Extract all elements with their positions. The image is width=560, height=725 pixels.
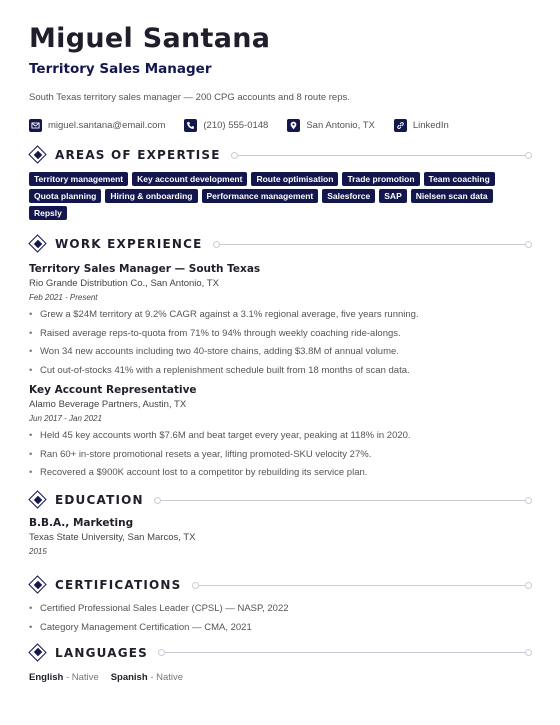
diamond-icon xyxy=(29,146,47,164)
contact-bar xyxy=(29,118,532,132)
section-header xyxy=(29,576,532,594)
candidate-name: Miguel Santana xyxy=(29,23,271,54)
education-section xyxy=(29,491,532,557)
contact-linkedin[interactable] xyxy=(394,119,449,132)
expertise-section xyxy=(29,146,532,223)
job-role: Key Account Representative xyxy=(29,384,197,396)
contact-text: LinkedIn xyxy=(412,119,449,131)
link-icon xyxy=(394,119,407,132)
certifications-section xyxy=(29,576,532,634)
language-name: Spanish xyxy=(110,671,148,683)
section-header xyxy=(29,491,532,509)
section-divider xyxy=(231,155,532,156)
job-entry xyxy=(29,262,532,377)
skill-tag: Territory management xyxy=(29,172,128,186)
experience-section xyxy=(29,235,532,479)
bullet-item: • Grew a $24M territory at 9.2% CAGR against a 3.1% regional average, five years running. xyxy=(29,309,532,321)
skill-tag: Nielsen scan data xyxy=(411,189,493,203)
section-title: WORK EXPERIENCE xyxy=(55,237,203,251)
contact-location xyxy=(287,119,375,132)
contact-phone[interactable] xyxy=(184,119,268,132)
skill-tags xyxy=(29,172,529,223)
language-level: - Native xyxy=(63,671,99,683)
skill-tag: Trade promotion xyxy=(342,172,419,186)
job-entry xyxy=(29,383,532,479)
diamond-icon xyxy=(29,235,47,253)
skill-tag: Quota planning xyxy=(29,189,101,203)
contact-email[interactable] xyxy=(29,119,165,132)
section-header xyxy=(29,235,532,253)
diamond-icon xyxy=(29,491,47,509)
diamond-icon xyxy=(29,576,47,594)
skill-tag: Key account development xyxy=(132,172,247,186)
mail-icon xyxy=(29,119,42,132)
job-role: Territory Sales Manager — South Texas xyxy=(29,263,261,275)
contact-text: San Antonio, TX xyxy=(306,119,375,131)
summary: South Texas territory sales manager — 200 CPG accounts and 8 route reps. xyxy=(29,92,350,103)
section-title: LANGUAGES xyxy=(55,645,148,660)
skill-tag: Route optimisation xyxy=(251,172,338,186)
degree: B.B.A., Marketing xyxy=(29,517,134,529)
bullet-item: • Ran 60+ in-store promotional resets a year, lifting promoted-SKU velocity 27%. xyxy=(29,449,532,461)
language-list xyxy=(29,672,532,683)
language-name: English xyxy=(29,671,64,683)
location-pin-icon xyxy=(287,119,300,132)
job-dates: Jun 2017 - Jan 2021 xyxy=(29,414,102,423)
job-company: Alamo Beverage Partners, Austin, TX xyxy=(29,399,187,410)
graduation-year: 2015 xyxy=(29,547,47,556)
bullet-item: • Cut out-of-stocks 41% with a replenishment schedule built from 18 months of scan data. xyxy=(29,365,532,377)
section-divider xyxy=(213,244,532,245)
job-title: Territory Sales Manager xyxy=(29,61,212,77)
skill-tag: Repsly xyxy=(29,206,67,220)
school: Texas State University, San Marcos, TX xyxy=(29,532,196,543)
contact-text: miguel.santana@email.com xyxy=(48,119,166,131)
bullet-item: • Recovered a $900K account lost to a competitor by rebuilding its service plan. xyxy=(29,467,532,479)
section-header xyxy=(29,644,532,662)
language-item xyxy=(111,672,183,683)
skill-tag: Hiring & onboarding xyxy=(105,189,197,203)
section-divider xyxy=(192,585,532,586)
contact-text: (210) 555-0148 xyxy=(203,119,269,131)
section-divider xyxy=(158,652,532,653)
section-title: CERTIFICATIONS xyxy=(55,578,182,592)
job-bullets xyxy=(29,430,532,479)
section-title: EDUCATION xyxy=(55,493,144,507)
language-level: - Native xyxy=(147,671,184,683)
education-entry xyxy=(29,516,532,557)
certification-list xyxy=(29,603,532,634)
job-bullets xyxy=(29,309,532,377)
skill-tag: Team coaching xyxy=(424,172,495,186)
certification-item: • Category Management Certification — CMA, 2021 xyxy=(29,622,532,634)
phone-icon xyxy=(184,119,197,132)
job-dates: Feb 2021 - Present xyxy=(29,293,98,302)
section-title: AREAS OF EXPERTISE xyxy=(55,148,221,162)
job-company: Rio Grande Distribution Co., San Antonio, TX xyxy=(29,278,219,289)
skill-tag: Salesforce xyxy=(322,189,375,203)
section-divider xyxy=(154,500,532,501)
bullet-item: • Won 34 new accounts including two 40-store chains, adding $3.8M of annual volume. xyxy=(29,346,532,358)
diamond-icon xyxy=(29,644,47,662)
certification-item: • Certified Professional Sales Leader (CPSL) — NASP, 2022 xyxy=(29,603,532,615)
skill-tag: Performance management xyxy=(202,189,319,203)
language-item xyxy=(29,672,99,683)
languages-section xyxy=(29,644,532,683)
bullet-item: • Held 45 key accounts worth $7.6M and beat target every year, peaking at 118% in 2020. xyxy=(29,430,532,442)
section-header xyxy=(29,146,532,164)
skill-tag: SAP xyxy=(379,189,406,203)
bullet-item: • Raised average reps-to-quota from 71% to 94% through weekly coaching ride-alongs. xyxy=(29,328,532,340)
